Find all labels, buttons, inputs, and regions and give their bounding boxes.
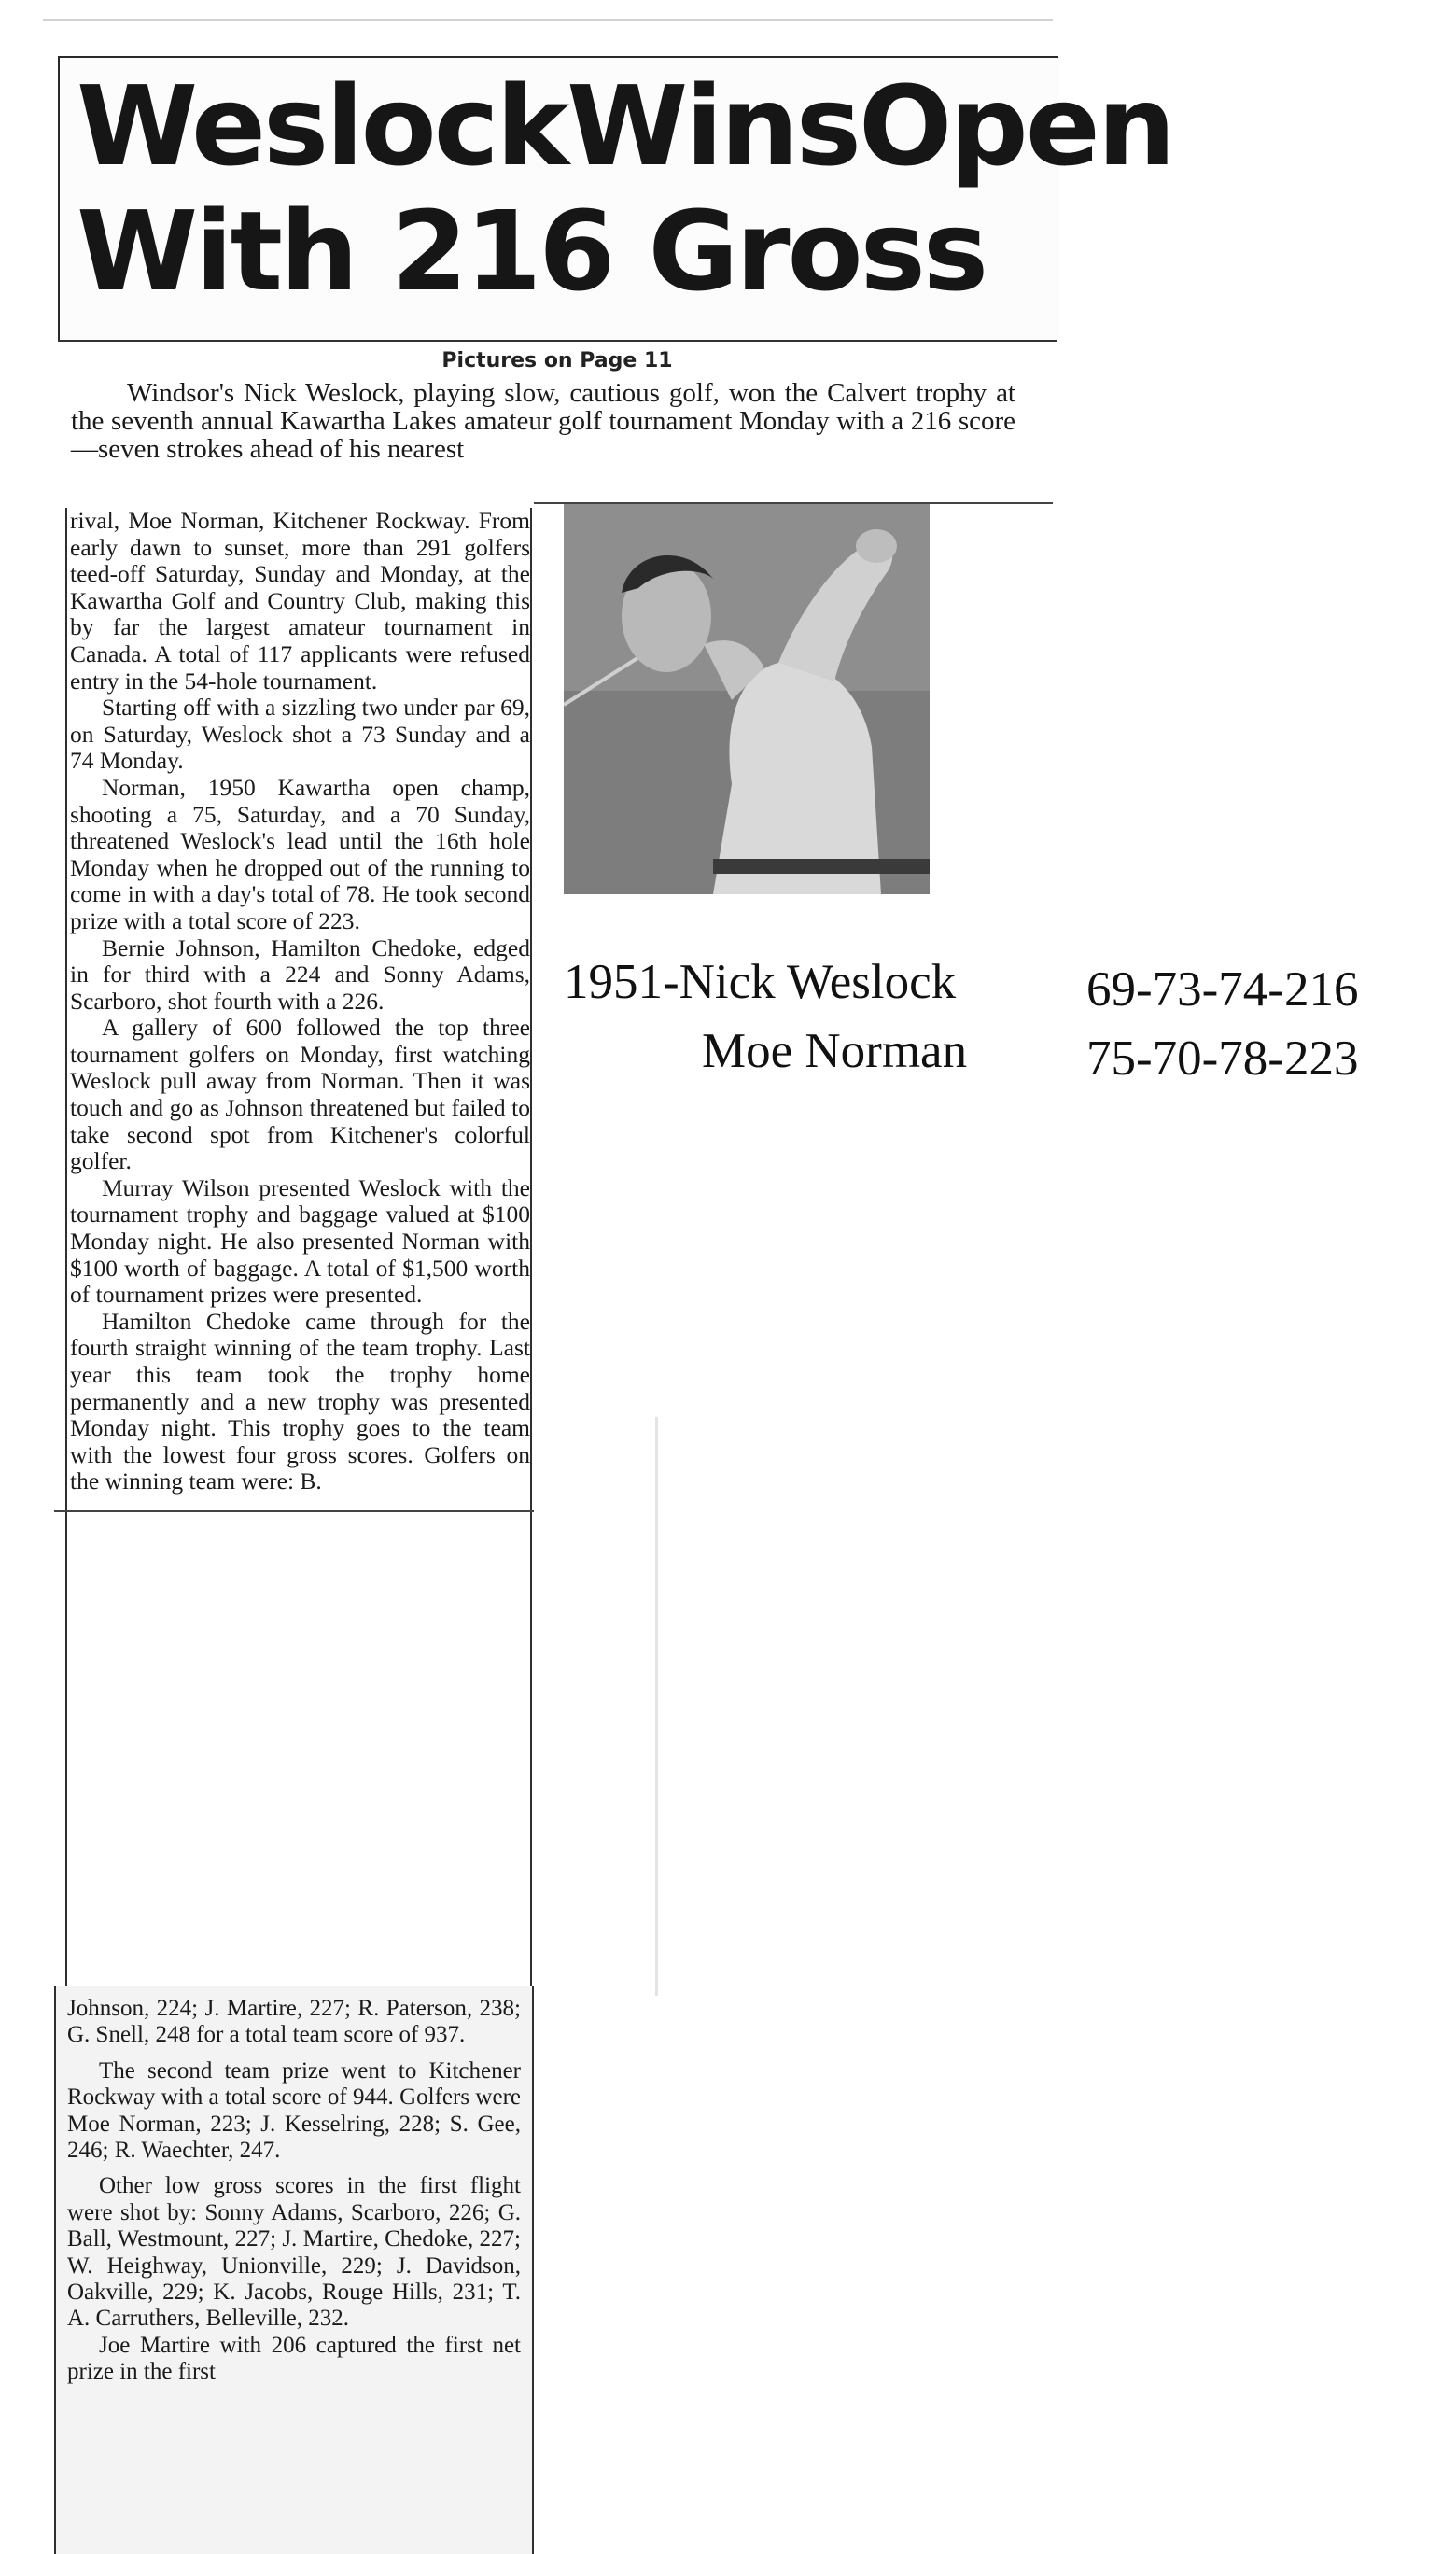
- result-row: [564, 1023, 1404, 1092]
- paragraph: Murray Wilson presented Weslock with the tournament trophy and baggage valued at $100 Monday night. He also presented Norman with $100 worth of baggage. A total of $1,500 worth of tournament prizes were presented.: [70, 1173, 530, 1309]
- player-score: 75-70-78-223: [1086, 1031, 1359, 1086]
- clipping-top-edge: [43, 19, 1053, 21]
- lead-paragraph: [71, 379, 1015, 463]
- headline-line-2: With 216 Gross: [77, 187, 987, 316]
- headline-block: [58, 56, 1173, 340]
- scan-artifact-line: [655, 1417, 658, 1996]
- headline-rule: [58, 340, 1057, 342]
- paragraph: Joe Martire with 206 captured the first net prize in the first: [67, 2332, 521, 2385]
- paragraph: Hamilton Chedoke came through for the fourth straight winning of the team trophy. Last year this team took the trophy home permanently and a new trophy was presented Monday night. This trophy goes to the team with the lowest four gross scores. Golfers on the winning team were: B.: [70, 1307, 530, 1495]
- golfer-swing-illustration: [564, 504, 930, 894]
- picture-reference: Pictures on Page 11: [441, 349, 673, 372]
- headline: [77, 63, 1173, 314]
- column-rule: [54, 1510, 534, 1512]
- paragraph: Norman, 1950 Kawartha open champ, shooting a 75, Saturday, and a 70 Sunday, threatened Weslock's lead until the 16th hole Monday when he dropped out of the running to come in with a day's total of 78. He took second prize with a total score of 223.: [70, 773, 530, 934]
- paragraph: Bernie Johnson, Hamilton Chedoke, edged in for third with a 224 and Sonny Adams, Scarboro, shot fourth with a 226.: [70, 933, 530, 1015]
- paragraph: rival, Moe Norman, Kitchener Rockway. From early dawn to sunset, more than 291 golfers teed-off Saturday, Sunday and Monday, at the Kawartha Golf and Country Club, making this by far the largest amateur tournament in Canada. A total of 117 applicants were refused entry in the 54-hole tournament.: [70, 507, 530, 695]
- headline-line-1: WeslockWinsOpen: [77, 62, 1173, 190]
- result-row: [564, 954, 1404, 1023]
- lead-text: Windsor's Nick Weslock, playing slow, cautious golf, won the Calvert trophy at the seventh annual Kawartha Lakes amateur golf tournament Monday with a 216 score—seven strokes ahead of his nearest: [71, 378, 1015, 464]
- paragraph: A gallery of 600 followed the top three tournament golfers on Monday, first watching Weslock pull away from Norman. Then it was touch and go as Johnson threatened but failed to take second spot from Kitchener's colorful golfer.: [70, 1014, 530, 1175]
- paragraph: Johnson, 224; J. Martire, 227; R. Paterson, 238; G. Snell, 248 for a total team score of 937.: [67, 1996, 521, 2048]
- player-score: 69-73-74-216: [1086, 962, 1359, 1017]
- player-name: 1951-Nick Weslock: [564, 955, 957, 1009]
- article-column-2: [54, 1986, 534, 2554]
- paragraph: Other low gross scores in the first flight were shot by: Sonny Adams, Scarboro, 226; G. Ball, Westmount, 227; J. Martire, Chedoke, 227; W. Heighway, Unionville, 229; J. Davidson, Oakville, 229; K. Jacobs, Rouge Hills, 231; T. A. Carruthers, Belleville, 232.: [67, 2173, 521, 2332]
- golfer-photo: [564, 504, 930, 894]
- paragraph: Starting off with a sizzling two under par 69, on Saturday, Weslock shot a 73 Sunday and a 74 Monday.: [70, 694, 530, 775]
- paragraph: The second team prize went to Kitchener Rockway with a total score of 944. Golfers were Moe Norman, 223; J. Kesselring, 228; S. Gee, 246; R. Waechter, 247.: [67, 2057, 521, 2164]
- article-column-1: [65, 508, 532, 1986]
- results-summary: [564, 954, 1404, 1092]
- player-name: Moe Norman: [702, 1024, 968, 1078]
